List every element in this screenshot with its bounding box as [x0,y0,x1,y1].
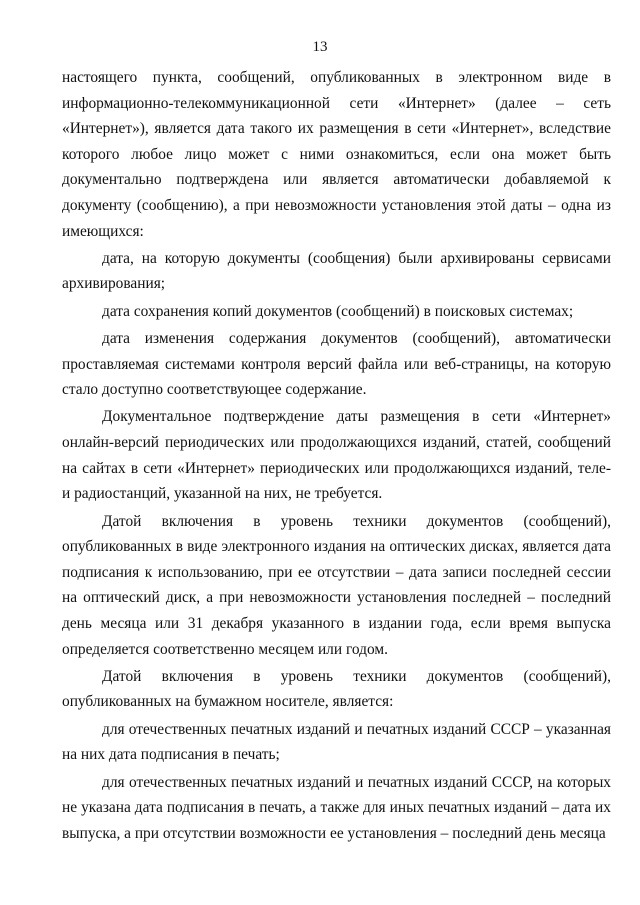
paragraph-continuation: настоящего пункта, сообщений, опубликованных в электронном виде в информационно-телекоммуникационной сети «Интернет» (далее – сеть «Интернет»), является дата такого их размещения в сети «Интернет», вследствие которого любое лицо может с ними ознакомиться, если она может быть документально подтверждена или является автоматически добавляемой к документу (сообщению), а при невозможности установления этой даты – одна из имеющихся: [62,69,611,240]
paragraph-optical-discs: Датой включения в уровень техники документов (сообщений), опубликованных в виде электронного издания на оптических дисках, является дата подписания к использованию, при ее отсутствии – дата записи последней сессии на оптический диск, а при невозможности установления последней – последний день месяца или 31 декабря указанного в издании года, если время выпуска определяется соответственно месяцем или годом. [62,512,611,658]
document-body [62,65,611,848]
paragraph-search-copy-date: дата сохранения копий документов (сообщений) в поисковых системах; [102,302,574,320]
paragraph-version-control-date: дата изменения содержания документов (сообщений), автоматически проставляемая системами контроля версий файла или веб-страницы, на которую стало доступно соответствующее содержание. [62,330,611,399]
paragraph-paper-media: Датой включения в уровень техники документов (сообщений), опубликованных на бумажном носителе, является: [62,667,611,711]
page-number: 13 [312,39,328,55]
paragraph-domestic-print-signed: для отечественных печатных изданий и печатных изданий СССР – указанная на них дата подписания в печать; [62,720,611,764]
paragraph-archive-date: дата, на которую документы (сообщения) были архивированы сервисами архивирования; [62,249,611,293]
paragraph-domestic-print-unsigned: для отечественных печатных изданий и печатных изданий СССР, на которых не указана дата подписания в печать, а также для иных печатных изданий – дата их выпуска, а при отсутствии возможности ее установления – последний день месяца [62,773,611,842]
paragraph-online-versions: Документальное подтверждение даты размещения в сети «Интернет» онлайн-версий периодических или продолжающихся изданий, статей, сообщений на сайтах в сети «Интернет» периодических или продолжающихся изданий, теле- и радиостанций, указанной на них, не требуется. [62,408,611,503]
